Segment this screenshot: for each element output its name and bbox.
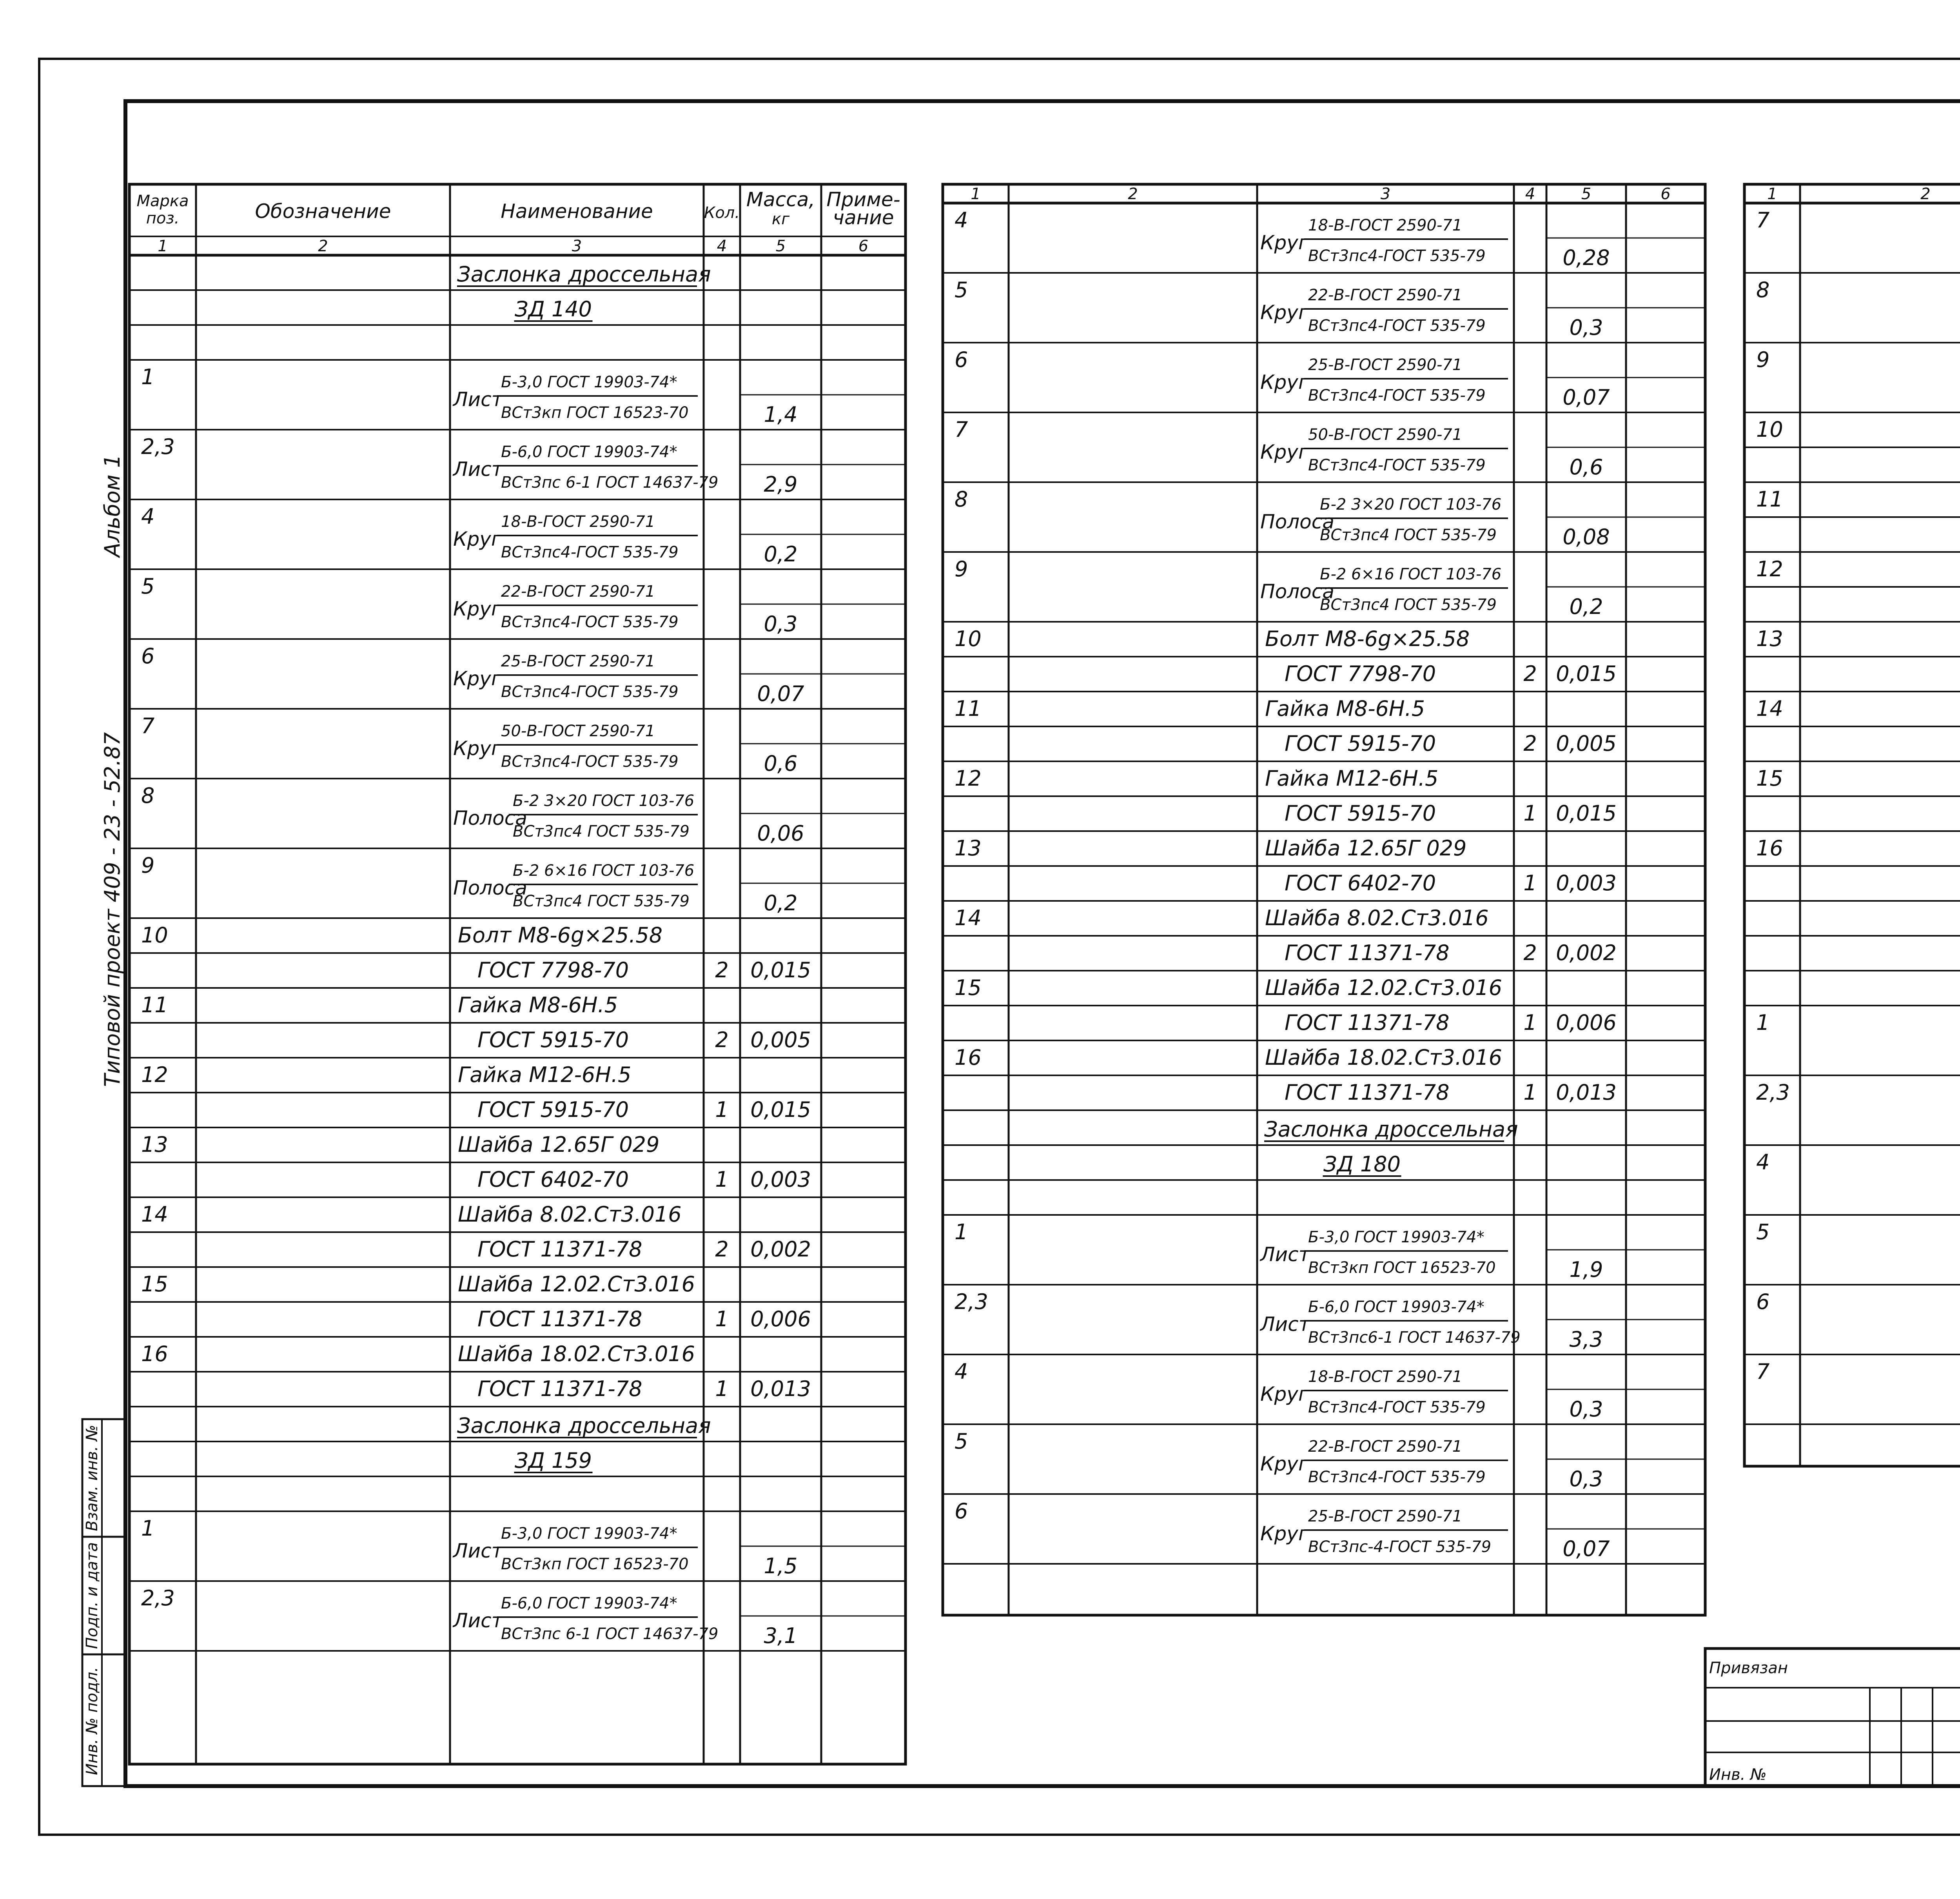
- table-row: [1744, 208, 1960, 273]
- table-row: [1744, 1359, 1960, 1424]
- item-name: Шайба 12.02.Ст3.016: [1265, 975, 1502, 1000]
- material-spec: ВСт3пс4 ГОСТ 535-79: [513, 822, 690, 841]
- table-row: [1744, 1220, 1960, 1285]
- mass-value: 3,3: [1569, 1327, 1603, 1352]
- table-row: [1744, 278, 1960, 343]
- mass-value: 0,003: [1556, 871, 1617, 895]
- table-row: [129, 365, 906, 430]
- material-spec: ВСт3пс4-ГОСТ 535-79: [1308, 1468, 1486, 1486]
- profile-spec: 22-В-ГОСТ 2590-71: [1308, 286, 1463, 304]
- profile-prefix: Лист: [453, 458, 503, 481]
- position-number: 2,3: [955, 1289, 988, 1314]
- mass-value: 0,2: [764, 542, 798, 566]
- quantity-value: 1: [1523, 801, 1537, 826]
- table-row: [129, 1342, 906, 1407]
- table-row: [129, 713, 906, 779]
- profile-prefix: Полоса: [1260, 510, 1334, 533]
- material-spec: ВСт3пс4-ГОСТ 535-79: [501, 543, 679, 561]
- profile-prefix: Лист: [1260, 1243, 1310, 1266]
- position-number: 11: [1756, 487, 1783, 512]
- header-designation: Обозначение: [255, 200, 391, 223]
- quantity-value: 2: [715, 1237, 729, 1262]
- profile-prefix: Полоса: [1260, 580, 1334, 603]
- mass-value: 0,07: [1563, 385, 1610, 410]
- position-number: 7: [1756, 208, 1770, 232]
- profile-spec: 22-В-ГОСТ 2590-71: [501, 583, 655, 601]
- position-number: 15: [955, 975, 982, 1000]
- table-row: [1744, 696, 1960, 761]
- position-number: 7: [955, 417, 968, 442]
- position-number: 6: [955, 1499, 968, 1523]
- position-number: 7: [1756, 1359, 1770, 1384]
- material-spec: ВСт3пс4 ГОСТ 535-79: [1320, 596, 1497, 614]
- profile-spec: Б-3,0 ГОСТ 19903-74*: [501, 1525, 677, 1543]
- header-name: Наименование: [501, 200, 653, 223]
- item-name: Болт М8-6g×25.58: [458, 923, 663, 948]
- item-standard: ГОСТ 11371-78: [477, 1376, 642, 1401]
- table-row: [129, 1413, 906, 1511]
- mass-value: 0,006: [1556, 1010, 1617, 1035]
- position-number: 5: [955, 278, 968, 302]
- profile-prefix: Лист: [453, 1609, 503, 1632]
- mass-value: 0,015: [1556, 661, 1617, 686]
- table-row: [1744, 417, 1960, 482]
- mass-value: 1,5: [764, 1554, 798, 1578]
- position-number: 11: [955, 696, 982, 721]
- quantity-value: 1: [1523, 1080, 1537, 1105]
- profile-spec: 18-В-ГОСТ 2590-71: [1308, 216, 1463, 234]
- table-row: [129, 993, 906, 1058]
- side-stamp: [82, 454, 125, 1786]
- table-row: [943, 1499, 1705, 1564]
- item-name: Шайба 18.02.Ст3.016: [458, 1342, 695, 1366]
- table-row: [129, 1272, 906, 1337]
- table-row: [129, 504, 906, 569]
- material-spec: ВСт3пс4-ГОСТ 535-79: [1308, 1398, 1486, 1416]
- mass-value: 0,005: [750, 1028, 811, 1052]
- position-number: 15: [141, 1272, 168, 1296]
- position-number: 10: [1756, 417, 1783, 442]
- table-row: [943, 975, 1705, 1040]
- profile-spec: 25-В-ГОСТ 2590-71: [501, 652, 655, 670]
- table-row: [943, 1045, 1705, 1110]
- item-standard: ГОСТ 11371-78: [477, 1307, 642, 1331]
- profile-spec: Б-3,0 ГОСТ 19903-74*: [501, 373, 677, 391]
- mass-value: 1,9: [1569, 1257, 1603, 1282]
- position-number: 7: [141, 713, 155, 738]
- column-number: 6: [1661, 185, 1671, 203]
- material-spec: ВСт3кп ГОСТ 16523-70: [501, 404, 689, 422]
- position-number: 16: [141, 1342, 168, 1366]
- position-number: 13: [141, 1132, 168, 1157]
- position-number: 14: [1756, 696, 1783, 721]
- item-name: Шайба 8.02.Ст3.016: [1265, 906, 1489, 930]
- position-number: 5: [1756, 1220, 1770, 1244]
- mass-value: 0,06: [757, 821, 804, 846]
- profile-spec: 25-В-ГОСТ 2590-71: [1308, 1507, 1463, 1525]
- quantity-value: 2: [715, 958, 729, 982]
- mass-value: 0,002: [750, 1237, 811, 1262]
- position-number: 2,3: [141, 434, 175, 459]
- table-row: [943, 557, 1705, 622]
- profile-prefix: Лист: [453, 388, 503, 411]
- column-number: 1: [158, 237, 168, 255]
- table-row: [1744, 557, 1960, 622]
- position-number: 1: [1756, 1010, 1770, 1035]
- position-number: 9: [1756, 347, 1770, 372]
- table-row: [943, 278, 1705, 343]
- material-spec: ВСт3пс4-ГОСТ 535-79: [1308, 456, 1486, 474]
- spec-table: [1744, 184, 1960, 1466]
- header-mark: Марка: [136, 192, 189, 210]
- column-number: 4: [717, 237, 727, 255]
- mass-value: 0,28: [1563, 245, 1610, 270]
- mass-value: 0,015: [750, 1097, 811, 1122]
- mass-value: 0,6: [1569, 455, 1603, 479]
- item-standard: ГОСТ 7798-70: [477, 958, 629, 982]
- header-mark: поз.: [146, 209, 180, 227]
- quantity-value: 2: [1523, 731, 1537, 756]
- mass-value: 0,013: [750, 1376, 811, 1401]
- position-number: 8: [141, 783, 155, 808]
- item-standard: ГОСТ 6402-70: [477, 1167, 629, 1192]
- quantity-value: 1: [715, 1167, 729, 1192]
- profile-prefix: Круг: [1260, 1522, 1309, 1545]
- profile-spec: Б-2 6×16 ГОСТ 103-76: [1320, 565, 1502, 583]
- position-number: 12: [955, 766, 982, 791]
- title-block: [1705, 1648, 1960, 1865]
- table-row: [943, 626, 1705, 692]
- item-name: Шайба 8.02.Ст3.016: [458, 1202, 682, 1227]
- mass-value: 0,015: [1556, 801, 1617, 826]
- position-number: 12: [141, 1062, 168, 1087]
- position-number: 6: [955, 347, 968, 372]
- column-number: 4: [1525, 185, 1535, 203]
- side-stamp-label: Взам. инв. №: [83, 1425, 101, 1531]
- position-number: 8: [955, 487, 968, 512]
- quantity-value: 2: [715, 1028, 729, 1052]
- quantity-value: 1: [1523, 1010, 1537, 1035]
- table-row: [129, 1202, 906, 1267]
- table-row: [943, 696, 1705, 761]
- profile-spec: 50-В-ГОСТ 2590-71: [1308, 426, 1463, 444]
- material-spec: ВСт3пс4-ГОСТ 535-79: [1308, 387, 1486, 405]
- table-row: [943, 1220, 1705, 1285]
- item-standard: ГОСТ 5915-70: [1285, 801, 1436, 826]
- header-mass: кг: [771, 210, 790, 228]
- column-number: 6: [858, 237, 869, 255]
- mass-value: 0,002: [1556, 940, 1617, 965]
- material-spec: ВСт3кп ГОСТ 16523-70: [501, 1555, 689, 1573]
- item-name: Гайка М12-6Н.5: [1265, 766, 1439, 791]
- position-number: 16: [1756, 836, 1783, 861]
- profile-spec: Б-2 3×20 ГОСТ 103-76: [513, 792, 695, 810]
- material-spec: ВСт3пс4-ГОСТ 535-79: [501, 683, 679, 701]
- table-row: [129, 262, 906, 360]
- material-spec: ВСт3пс6-1 ГОСТ 14637-79: [1308, 1329, 1521, 1347]
- position-number: 4: [1756, 1150, 1770, 1175]
- profile-prefix: Круг: [1260, 441, 1309, 463]
- column-number: 1: [1767, 185, 1777, 203]
- material-spec: ВСт3пс 6-1 ГОСТ 14637-79: [501, 1625, 719, 1643]
- table-row: [129, 783, 906, 848]
- position-number: 1: [141, 365, 155, 389]
- profile-prefix: Круг: [1260, 371, 1309, 394]
- side-stamp-label: Подп. и дата: [83, 1542, 101, 1649]
- table-row: [943, 1289, 1705, 1354]
- quantity-value: 1: [715, 1307, 729, 1331]
- material-spec: ВСт3пс4 ГОСТ 535-79: [1320, 526, 1497, 544]
- mass-value: 0,2: [1569, 594, 1603, 619]
- item-standard: ГОСТ 11371-78: [1285, 940, 1450, 965]
- spec-table: [943, 184, 1705, 1615]
- item-standard: ГОСТ 7798-70: [1285, 661, 1436, 686]
- table-row: [1744, 1289, 1960, 1354]
- profile-prefix: Лист: [453, 1540, 503, 1562]
- position-number: 5: [141, 574, 155, 599]
- position-number: 8: [1756, 278, 1770, 302]
- position-number: 5: [955, 1429, 968, 1454]
- position-number: 11: [141, 993, 168, 1017]
- table-row: [943, 836, 1705, 901]
- profile-prefix: Круг: [1260, 1452, 1309, 1475]
- header-note: Приме-: [826, 188, 900, 211]
- table-row: [1744, 1010, 1960, 1075]
- position-number: 4: [141, 504, 155, 529]
- position-number: 14: [141, 1202, 168, 1227]
- quantity-value: 1: [1523, 871, 1537, 895]
- section-subheading: ЗД 159: [514, 1448, 592, 1473]
- mass-value: 0,08: [1563, 525, 1610, 549]
- table-row: [943, 1359, 1705, 1424]
- profile-spec: 50-В-ГОСТ 2590-71: [501, 722, 655, 740]
- column-number: 2: [1128, 185, 1138, 203]
- item-name: Шайба 12.65Г 029: [1265, 836, 1467, 861]
- position-number: 14: [955, 906, 982, 930]
- mass-value: 0,2: [764, 891, 798, 915]
- mass-value: 0,003: [750, 1167, 811, 1192]
- column-number: 3: [572, 237, 582, 255]
- inner-frame: [125, 101, 1960, 1786]
- header-qty: Кол.: [704, 204, 740, 222]
- profile-prefix: Круг: [453, 737, 502, 760]
- position-number: 15: [1756, 766, 1783, 791]
- table-row: [943, 487, 1705, 552]
- table-row: [1744, 836, 1960, 901]
- table-row: [943, 208, 1705, 273]
- table-row: [1744, 908, 1960, 1006]
- project-label: Типовой проект 409 - 23 - 52.87: [100, 732, 125, 1087]
- table-row: [129, 1132, 906, 1197]
- profile-spec: Б-2 6×16 ГОСТ 103-76: [513, 862, 695, 880]
- position-number: 4: [955, 208, 968, 232]
- position-number: 13: [1756, 626, 1783, 651]
- profile-prefix: Лист: [1260, 1313, 1310, 1336]
- position-number: 10: [141, 923, 168, 948]
- header-note: чание: [833, 206, 894, 229]
- item-standard: ГОСТ 6402-70: [1285, 871, 1436, 895]
- profile-spec: 25-В-ГОСТ 2590-71: [1308, 356, 1463, 374]
- table-row: [1744, 766, 1960, 831]
- profile-prefix: Круг: [1260, 231, 1309, 254]
- mass-value: 0,015: [750, 958, 811, 982]
- table-row: [129, 853, 906, 918]
- position-number: 9: [141, 853, 155, 878]
- material-spec: ВСт3пс4 ГОСТ 535-79: [513, 892, 690, 910]
- position-number: 6: [141, 644, 155, 668]
- table-row: [129, 574, 906, 639]
- table-row: [943, 347, 1705, 412]
- position-number: 16: [955, 1045, 982, 1070]
- section-heading: Заслонка дроссельная: [1264, 1117, 1518, 1142]
- column-number: 3: [1380, 185, 1391, 203]
- item-name: Гайка М8-6Н.5: [1265, 696, 1425, 721]
- material-spec: ВСт3кп ГОСТ 16523-70: [1308, 1259, 1496, 1277]
- position-number: 6: [1756, 1289, 1770, 1314]
- position-number: 12: [1756, 557, 1783, 581]
- position-number: 9: [955, 557, 968, 581]
- quantity-value: 2: [1523, 940, 1537, 965]
- quantity-value: 2: [1523, 661, 1537, 686]
- table-row: [1744, 626, 1960, 692]
- material-spec: ВСт3пс4-ГОСТ 535-79: [501, 753, 679, 771]
- privyazan-label: Привязан: [1709, 1659, 1788, 1677]
- position-number: 10: [955, 626, 982, 651]
- table-row: [943, 906, 1705, 971]
- table-row: [129, 434, 906, 499]
- item-name: Шайба 12.65Г 029: [458, 1132, 660, 1157]
- header-mass: Масса,: [746, 188, 815, 211]
- profile-prefix: Круг: [1260, 1383, 1309, 1405]
- table-row: [129, 1062, 906, 1127]
- position-number: 4: [955, 1359, 968, 1384]
- column-number: 5: [775, 237, 786, 255]
- profile-spec: Б-6,0 ГОСТ 19903-74*: [1308, 1298, 1485, 1316]
- item-standard: ГОСТ 5915-70: [477, 1028, 629, 1052]
- material-spec: ВСт3пс 6-1 ГОСТ 14637-79: [501, 474, 719, 492]
- material-spec: ВСт3пс4-ГОСТ 535-79: [501, 613, 679, 631]
- table-row: [943, 1117, 1705, 1215]
- mass-value: 0,3: [764, 612, 798, 636]
- table-row: [1744, 487, 1960, 552]
- profile-prefix: Круг: [453, 667, 502, 690]
- mass-value: 0,005: [1556, 731, 1617, 756]
- profile-prefix: Круг: [453, 597, 502, 620]
- mass-value: 0,006: [750, 1307, 811, 1331]
- table-row: [1744, 1150, 1960, 1215]
- mass-value: 3,1: [764, 1623, 798, 1648]
- item-name: Гайка М12-6Н.5: [458, 1062, 632, 1087]
- mass-value: 0,013: [1556, 1080, 1617, 1105]
- mass-value: 0,07: [1563, 1536, 1610, 1561]
- album-label: Альбом 1: [100, 454, 125, 557]
- profile-spec: Б-6,0 ГОСТ 19903-74*: [501, 443, 677, 461]
- position-number: 2,3: [1756, 1080, 1790, 1105]
- item-name: Болт М8-6g×25.58: [1265, 626, 1470, 651]
- mass-value: 2,9: [764, 472, 798, 497]
- position-number: 13: [955, 836, 982, 861]
- specification-tables: [129, 184, 1960, 1764]
- spec-table: [129, 184, 906, 1764]
- table-row: [129, 1516, 906, 1581]
- table-row: [1744, 347, 1960, 412]
- mass-value: 0,6: [764, 751, 798, 776]
- position-number: 2,3: [141, 1586, 175, 1610]
- profile-spec: Б-3,0 ГОСТ 19903-74*: [1308, 1228, 1485, 1246]
- quantity-value: 1: [715, 1376, 729, 1401]
- table-row: [943, 1429, 1705, 1494]
- table-row: [943, 417, 1705, 482]
- profile-prefix: Полоса: [453, 807, 527, 830]
- side-stamp-label: Инв. № подл.: [83, 1667, 101, 1775]
- inv-label: Инв. №: [1709, 1766, 1767, 1784]
- position-number: 1: [141, 1516, 155, 1541]
- item-standard: ГОСТ 11371-78: [1285, 1080, 1450, 1105]
- section-heading: Заслонка дроссельная: [457, 262, 711, 287]
- table-row: [943, 766, 1705, 831]
- table-border: [1744, 184, 1960, 1466]
- item-standard: ГОСТ 11371-78: [477, 1237, 642, 1262]
- profile-spec: 22-В-ГОСТ 2590-71: [1308, 1438, 1463, 1456]
- column-number: 1: [971, 185, 981, 203]
- profile-prefix: Круг: [1260, 301, 1309, 324]
- section-subheading: ЗД 140: [514, 297, 592, 321]
- profile-spec: 18-В-ГОСТ 2590-71: [1308, 1368, 1463, 1386]
- column-number: 2: [1920, 185, 1931, 203]
- mass-value: 0,07: [757, 681, 804, 706]
- item-standard: ГОСТ 11371-78: [1285, 1010, 1450, 1035]
- profile-prefix: Полоса: [453, 877, 527, 899]
- table-row: [129, 1586, 906, 1651]
- mass-value: 0,3: [1569, 1467, 1603, 1491]
- section-heading: Заслонка дроссельная: [457, 1413, 711, 1438]
- table-row: [1744, 1080, 1960, 1145]
- profile-spec: Б-2 3×20 ГОСТ 103-76: [1320, 496, 1502, 514]
- column-number: 2: [318, 237, 328, 255]
- profile-spec: 18-В-ГОСТ 2590-71: [501, 513, 655, 531]
- item-name: Гайка М8-6Н.5: [458, 993, 618, 1017]
- table-row: [129, 644, 906, 709]
- material-spec: ВСт3пс4-ГОСТ 535-79: [1308, 247, 1486, 265]
- mass-value: 0,3: [1569, 315, 1603, 340]
- material-spec: ВСт3пс-4-ГОСТ 535-79: [1308, 1538, 1492, 1556]
- item-name: Шайба 12.02.Ст3.016: [458, 1272, 695, 1296]
- item-name: Шайба 18.02.Ст3.016: [1265, 1045, 1502, 1070]
- position-number: 1: [955, 1220, 968, 1244]
- profile-spec: Б-6,0 ГОСТ 19903-74*: [501, 1594, 677, 1612]
- mass-value: 1,4: [764, 402, 798, 427]
- profile-prefix: Круг: [453, 528, 502, 550]
- table-row: [129, 923, 906, 988]
- section-subheading: ЗД 180: [1323, 1152, 1401, 1176]
- column-number: 5: [1581, 185, 1592, 203]
- quantity-value: 1: [715, 1097, 729, 1122]
- mass-value: 0,3: [1569, 1397, 1603, 1422]
- item-standard: ГОСТ 5915-70: [477, 1097, 629, 1122]
- material-spec: ВСт3пс4-ГОСТ 535-79: [1308, 317, 1486, 335]
- item-standard: ГОСТ 5915-70: [1285, 731, 1436, 756]
